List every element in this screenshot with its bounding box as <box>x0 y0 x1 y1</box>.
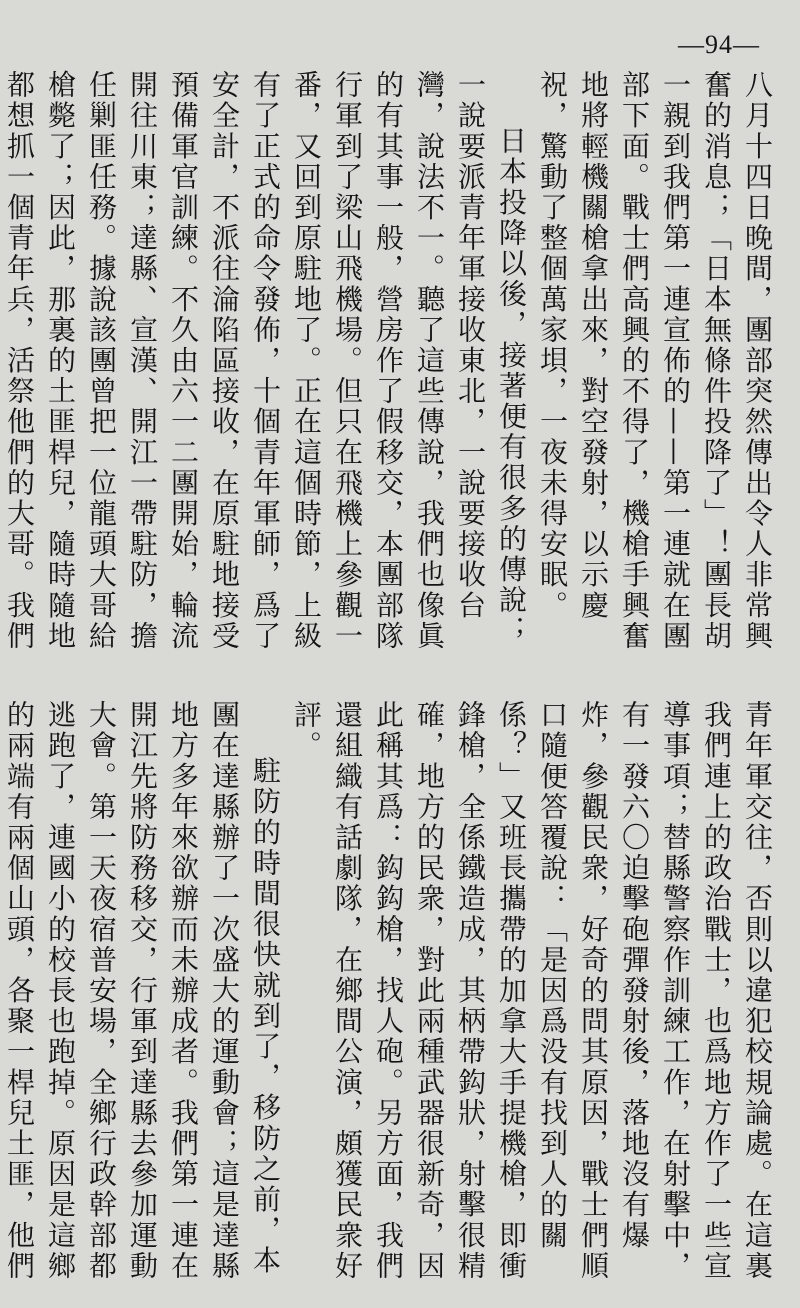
bottom-text-block <box>3 700 778 1298</box>
paragraph-youth-army-contact: 青年軍交往，否則以違犯校規論處。在這裏我們連上的政治戰士，也爲地方作了一些宣導事項；替縣警察作訓練工作，在射擊中，有一發六〇迫擊砲彈發射後，落地沒有爆炸，參觀民衆，好奇的問其原因，戰士們順口隨便答覆說：「是因爲没有找到人的關係？」又班長攜帶的加拿大手提機槍，即衝鋒槍，全係鐵造成，其柄帶鈎狀，射擊很精確，地方的民衆，對此兩種武器很新奇，因此稱其爲：鈎鈎槍，找人砲。另方面，我們還組織有話劇隊，在鄉間公演，頗獲民衆好評。 <box>290 700 774 1282</box>
paragraph-after-surrender: 日本投降以後，接著便有很多的傳說；一說要派青年軍接收東北，一說要接收台灣，說法不一。聽了這些傳說，我們也像眞的有其事一般，營房作了假移交，本團部隊行軍到了梁山飛機場。但只在飛機上參觀一番，又回到原駐地了。正在這個時節，上級有了正式的命令發佈，十個青年軍師，爲了安全計，不派往淪陷區接收，在原駐地接受預備軍官訓練。不久由六一二團開始，輪流開往川東；達縣、宣漢、開江一帶駐防，擔任剿匪任務。據說該團曾把一位龍頭大哥給槍斃了；因此，那裏的土匪桿兒，隨時隨地都想抓一個青年兵，活祭他們的大哥。我們 <box>3 70 528 652</box>
paragraph-garrison-relocation: 駐防的時間很快就到了，移防之前，本團在達縣辦了一次盛大的運動會；這是達縣地方多年來欲辦而未辦成者。我們第一連在開江先將防務移交，行軍到達縣去參加運動大會。第一天夜宿普安場，全鄉行政幹部都逃跑了，連國小的校長也跑掉。原因是這鄉的兩端有兩個山頭，各聚一桿兒土匪，他們 <box>3 700 282 1282</box>
paragraph-japan-surrender: 八月十四日晚間，團部突然傳出令人非常興奮的消息；「日本無條件投降了」！團長胡一親到我們第一連宣佈的——第一連就在團部下面。戰士們高興的不得了，機槍手興奮地將輕機關槍拿出來，對空發射，以示慶祝，驚動了整個萬家垻，一夜未得安眠。 <box>536 70 774 652</box>
page-number: —94— <box>678 30 760 59</box>
top-text-block <box>3 70 778 665</box>
